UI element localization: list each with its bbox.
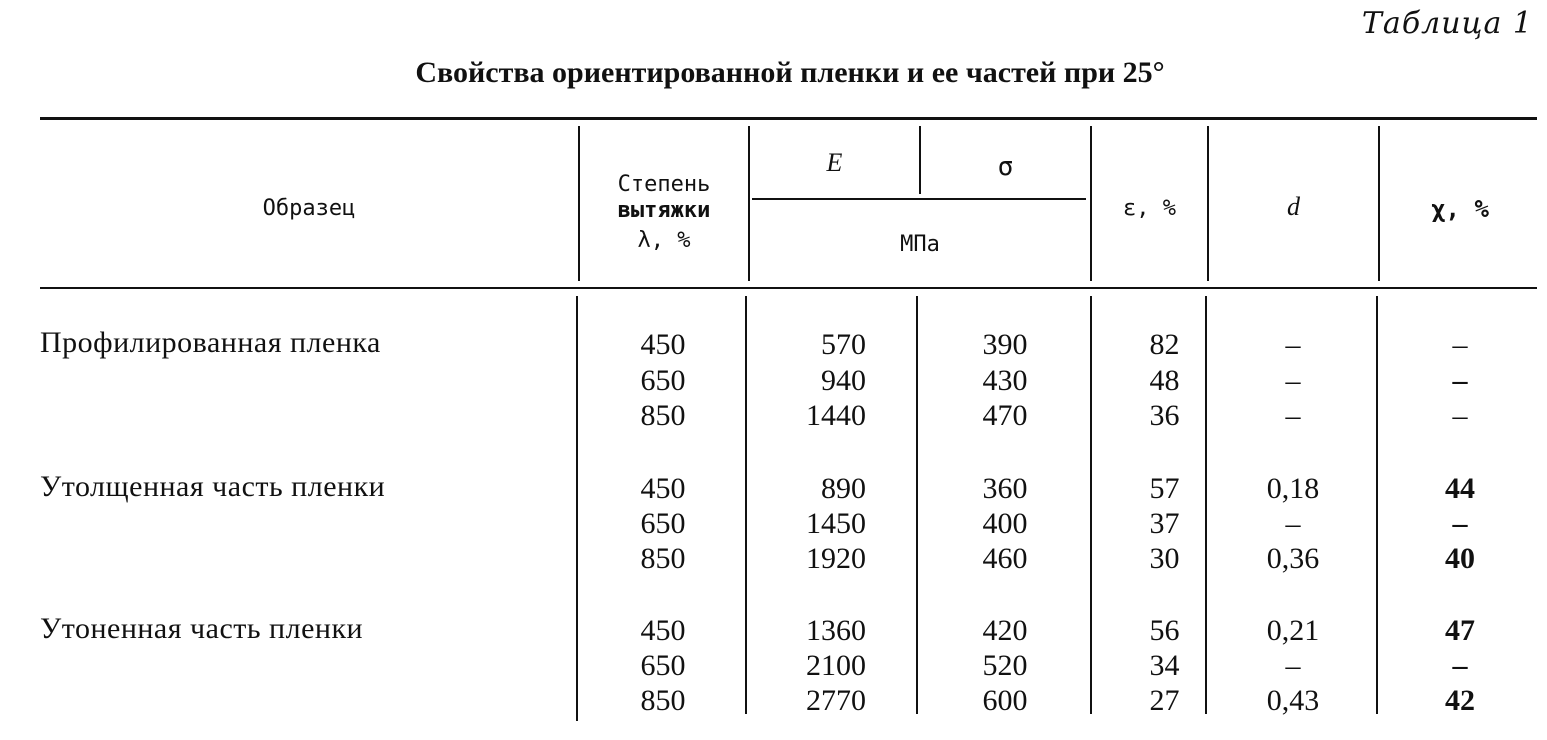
header-units: МПа (900, 232, 940, 257)
header-chi: χ, % (1431, 195, 1489, 223)
table-cell: 850 (640, 542, 686, 575)
table-title: Свойства ориентированной пленки и ее частей при 25° (415, 56, 1165, 89)
table-cell: 30 (1149, 542, 1180, 575)
table-cell: 2100 (806, 649, 866, 682)
table-cell: 1450 (806, 507, 866, 540)
table-cell: – (1452, 328, 1468, 361)
table-cell: – (1452, 399, 1468, 432)
header-E: E (826, 148, 843, 177)
table-cell: 40 (1445, 542, 1475, 575)
table-cell: 850 (640, 684, 686, 717)
table-cell: 42 (1445, 684, 1475, 717)
table-cell: 650 (640, 364, 686, 397)
table-cell: 460 (982, 542, 1028, 575)
table-cell: – (1285, 364, 1301, 397)
table-number-label: Таблица 1 (1361, 6, 1533, 41)
body-divider-3 (916, 296, 918, 714)
header-sigma: σ (997, 152, 1014, 182)
table-cell: 37 (1149, 507, 1180, 540)
header-sample: Образец (262, 196, 356, 221)
table-cell: 1920 (806, 542, 866, 575)
table-cell: 82 (1149, 328, 1180, 361)
table-cell: 430 (982, 364, 1028, 397)
table-cell: 890 (821, 472, 866, 505)
body-divider-1 (576, 296, 578, 721)
table-cell: 450 (640, 614, 686, 647)
header-bottom-rule (40, 287, 1537, 289)
table-cell: 390 (982, 328, 1028, 361)
table-cell: 400 (982, 507, 1028, 540)
sample-name-thinned: Утоненная часть пленки (40, 612, 364, 645)
table-cell: 0,43 (1266, 684, 1320, 717)
table-cell: 850 (640, 399, 686, 432)
table-cell: 0,21 (1266, 614, 1320, 647)
table-cell: 360 (982, 472, 1028, 505)
table-cell: 420 (982, 614, 1028, 647)
table-cell: – (1285, 399, 1301, 432)
sample-name-profiled: Профилированная пленка (40, 326, 381, 359)
header-draw-line3: λ, % (637, 228, 691, 253)
table-cell: 450 (640, 328, 686, 361)
table-cell: 650 (640, 507, 686, 540)
table-cell: 520 (982, 649, 1028, 682)
table-cell: 27 (1149, 684, 1180, 717)
table-cell: – (1452, 507, 1468, 540)
table-cell: 48 (1149, 364, 1180, 397)
header-epsilon: ε, % (1123, 196, 1176, 221)
table-cell: 57 (1149, 472, 1180, 505)
top-rule (40, 117, 1537, 120)
table-cell: 0,36 (1266, 542, 1320, 575)
header-draw-line1: Степень (617, 172, 711, 197)
table-cell: 2770 (806, 684, 866, 717)
table-cell: 47 (1445, 614, 1475, 647)
table-cell: 1360 (806, 614, 866, 647)
table-cell: 36 (1149, 399, 1180, 432)
header-draw-line2: вытяжки (617, 198, 711, 223)
table-cell: 600 (982, 684, 1028, 717)
table-cell: 470 (982, 399, 1028, 432)
table-cell: 1440 (806, 399, 866, 432)
sample-name-thickened: Утолщенная часть пленки (40, 470, 386, 503)
table-cell: – (1452, 364, 1468, 397)
table-cell: 44 (1445, 472, 1475, 505)
table-cell: 450 (640, 472, 686, 505)
table-cell: 940 (821, 364, 866, 397)
table-cell: – (1285, 328, 1301, 361)
table-cell: 570 (821, 328, 866, 361)
table-cell: 34 (1149, 649, 1180, 682)
table-cell: – (1285, 507, 1301, 540)
table-cell: – (1452, 649, 1468, 682)
table-cell: 0,18 (1266, 472, 1320, 505)
table-cell: 56 (1149, 614, 1180, 647)
table-cell: 650 (640, 649, 686, 682)
table-cell: – (1285, 649, 1301, 682)
units-rule (752, 198, 1086, 200)
header-d: d (1287, 192, 1300, 221)
